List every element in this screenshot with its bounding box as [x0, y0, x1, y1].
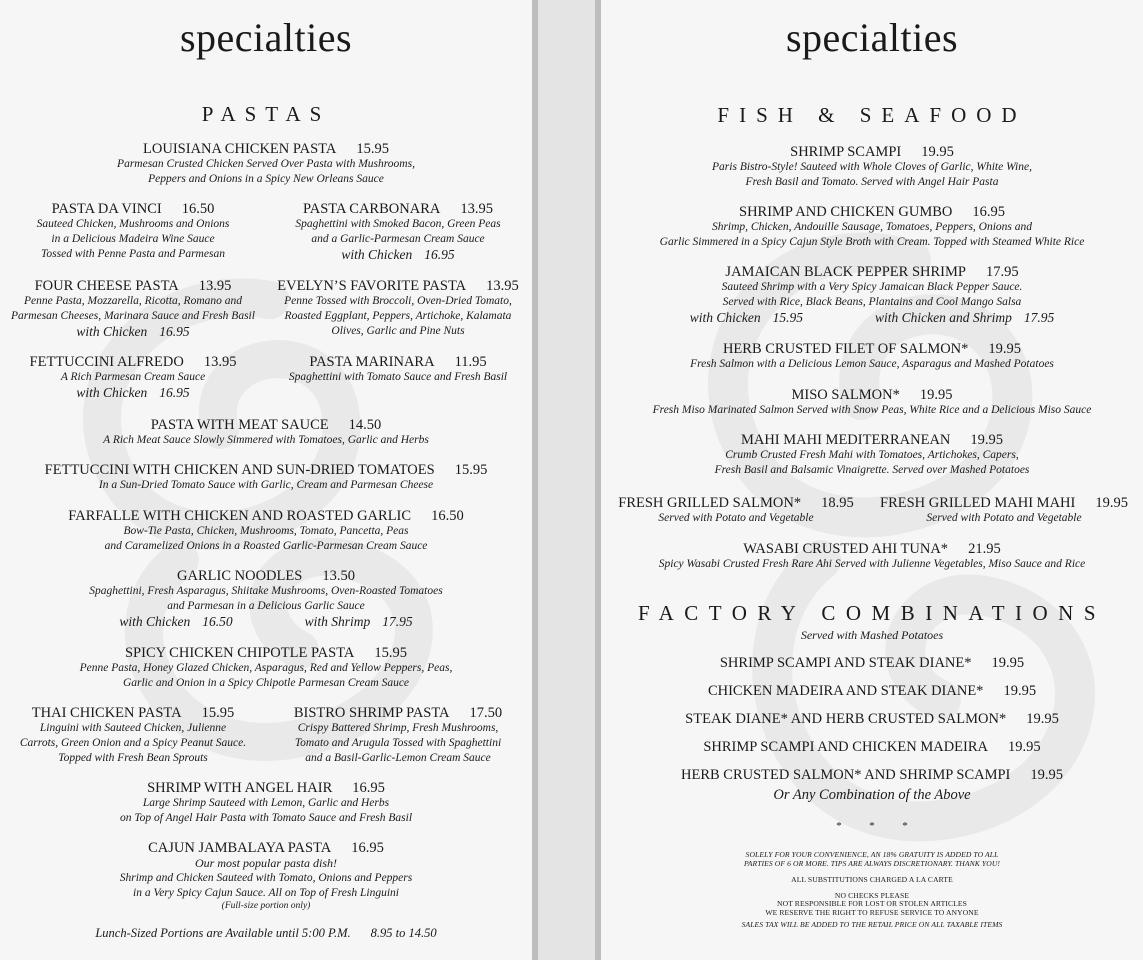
menu-item — [869, 495, 1139, 526]
item-price: 19.95 — [1095, 495, 1128, 511]
item-description: Large Shrimp Sauteed with Lemon, Garlic and Herbs — [142, 797, 390, 809]
item-name: FETTUCCINI ALFREDO — [29, 354, 184, 370]
item-price: 14.50 — [348, 417, 382, 433]
combo-price: 19.95 — [1030, 767, 1064, 783]
item-name: HERB CRUSTED FILET OF SALMON* — [722, 341, 969, 357]
item-description: Garlic Simmered in a Spicy Cajun Style Broth with Cream. Topped with Steamed White Rice — [659, 236, 1085, 248]
item-price: 16.50 — [431, 508, 464, 524]
item-description: Penne Tossed with Broccoli, Oven-Dried Tomato, — [284, 295, 512, 307]
item-description: and Parmesan in a Delicious Garlic Sauce — [167, 600, 365, 612]
item-price: 16.50 — [181, 201, 215, 217]
item-price: 18.95 — [821, 495, 854, 511]
notice-line: NO CHECKS PLEASE — [834, 891, 910, 900]
item-price: 19.95 — [919, 387, 953, 403]
notice-line: ALL SUBSTITUTIONS CHARGED A LA CARTE — [791, 875, 953, 884]
menu-item — [601, 264, 1143, 325]
section-heading-fish-seafood: FISH & SEAFOOD — [717, 103, 1027, 127]
item-description: Fresh Basil and Balsamic Vinaigrette. Served over Mashed Potatoes — [714, 464, 1030, 476]
item-price: 19.95 — [988, 341, 1022, 357]
menu-item — [0, 840, 532, 911]
item-name: SPICY CHICKEN CHIPOTLE PASTA — [124, 645, 355, 661]
item-description: and Caramelized Onions in a Roasted Garlic-Parmesan Cream Sauce — [104, 540, 428, 552]
item-name: PASTA DA VINCI — [51, 201, 162, 217]
menu-item — [268, 705, 528, 766]
item-description: Sauteed Chicken, Mushrooms and Onions — [36, 218, 230, 230]
option-price: 17.95 — [1023, 310, 1055, 325]
item-description: Fresh Salmon with a Delicious Lemon Sauce, Asparagus and Mashed Potatoes — [690, 358, 1054, 370]
menu-item — [0, 141, 532, 187]
option-label: with Chicken and Shrimp — [875, 310, 1012, 325]
menu-item — [0, 645, 532, 691]
item-name: WASABI CRUSTED AHI TUNA* — [743, 541, 949, 557]
menu-item — [2, 201, 264, 262]
notice-line: SOLELY FOR YOUR CONVENIENCE, AN 18% GRATUITY IS ADDED TO ALL — [745, 850, 999, 859]
combo-price: 19.95 — [1003, 683, 1037, 699]
item-description: Sauteed Shrimp with a Very Spicy Jamaican Black Pepper Sauce. — [721, 281, 1023, 293]
item-name: LOUISIANA CHICKEN PASTA — [143, 141, 337, 157]
item-price: 19.95 — [921, 144, 954, 160]
item-price: 13.95 — [198, 278, 232, 294]
item-description: Served with Potato and Vegetable — [926, 512, 1082, 524]
item-description: Parmesan Crusted Chicken Served Over Pasta with Mushrooms, — [117, 158, 415, 170]
item-description: Tomato and Arugula Tossed with Spaghettini — [294, 737, 502, 749]
menu-item — [601, 144, 1143, 190]
combo-subtitle-text: Served with Mashed Potatoes — [800, 628, 944, 642]
item-name: SHRIMP WITH ANGEL HAIR — [147, 780, 333, 796]
menu-page-left — [0, 0, 532, 960]
section-heading-factory-combinations: FACTORY COMBINATIONS — [637, 601, 1107, 625]
combo-price: 19.95 — [1008, 739, 1041, 755]
option-price: 17.95 — [382, 614, 413, 629]
item-name: FETTUCCINI WITH CHICKEN AND SUN-DRIED TOMATOES — [44, 462, 435, 478]
item-price: 13.95 — [203, 354, 237, 370]
option-label: with Chicken — [76, 385, 148, 400]
item-description: in a Very Spicy Cajun Sauce. All on Top of Fresh Linguini — [133, 887, 399, 899]
item-price: 13.95 — [460, 201, 493, 217]
option-price: 16.50 — [202, 614, 233, 629]
item-price: 16.95 — [972, 204, 1005, 220]
combo-item — [601, 739, 1143, 756]
combo-item — [601, 767, 1143, 784]
item-description: Penne Pasta, Mozzarella, Ricotta, Romano and — [23, 295, 243, 307]
item-name: FRESH GRILLED SALMON* — [618, 495, 802, 511]
item-name: FRESH GRILLED MAHI MAHI — [880, 495, 1076, 511]
menu-item — [0, 417, 532, 448]
combo-item — [601, 655, 1143, 672]
option-price: 16.95 — [159, 385, 190, 400]
item-price: 11.95 — [454, 354, 487, 370]
menu-item — [601, 541, 1143, 572]
menu-item — [2, 278, 264, 339]
item-name: BISTRO SHRIMP PASTA — [293, 705, 450, 721]
option-price: 16.95 — [424, 247, 455, 262]
combo-price: 19.95 — [1026, 711, 1059, 727]
lunch-note — [0, 926, 532, 941]
item-price: 16.95 — [351, 840, 384, 856]
item-description: Olives, Garlic and Pine Nuts — [331, 325, 465, 337]
item-option — [0, 614, 532, 629]
item-price: 17.50 — [469, 705, 503, 721]
item-description: Spaghettini with Tomato Sauce and Fresh Basil — [288, 371, 508, 383]
item-description: A Rich Meat Sauce Slowly Simmered with Tomatoes, Garlic and Herbs — [103, 434, 429, 446]
item-name: GARLIC NOODLES — [177, 568, 303, 584]
item-name: SHRIMP AND CHICKEN GUMBO — [739, 204, 953, 220]
item-description: Penne Pasta, Honey Glazed Chicken, Asparagus, Red and Yellow Peppers, Peas, — [79, 662, 453, 674]
combo-name: HERB CRUSTED SALMON* AND SHRIMP SCAMPI — [680, 767, 1011, 783]
lunch-price: 8.95 to 14.50 — [370, 926, 437, 940]
item-description: Spicy Wasabi Crusted Fresh Rare Ahi Served with Julienne Vegetables, Miso Sauce and Rice — [658, 558, 1086, 570]
notice-line: WE RESERVE THE RIGHT TO REFUSE SERVICE TO ANYONE — [765, 908, 979, 917]
item-price: 15.95 — [201, 705, 235, 721]
option-label: with Chicken — [76, 324, 148, 339]
item-price: 15.95 — [454, 462, 488, 478]
menu-item — [0, 508, 532, 554]
item-description: Topped with Fresh Bean Sprouts — [58, 752, 208, 764]
star-divider: * * * — [836, 820, 908, 832]
item-description: Fresh Basil and Tomato. Served with Angel Hair Pasta — [745, 176, 999, 188]
lunch-note-text: Lunch-Sized Portions are Available until 5:00 P.M. — [95, 926, 351, 940]
combo-footer — [601, 788, 1143, 803]
item-name: PASTA WITH MEAT SAUCE — [150, 417, 329, 433]
item-description: Garlic and Onion in a Spicy Chipotle Parmesan Cream Sauce — [122, 677, 410, 689]
item-description: Roasted Eggplant, Peppers, Artichoke, Kalamata — [284, 310, 512, 322]
menu-item — [268, 278, 528, 339]
item-description: Peppers and Onions in a Spicy New Orleans Sauce — [148, 173, 384, 185]
item-name: MAHI MAHI MEDITERRANEAN — [740, 432, 951, 448]
item-description: on Top of Angel Hair Pasta with Tomato Sauce and Fresh Basil — [119, 812, 413, 824]
combo-footer-text: Or Any Combination of the Above — [773, 787, 971, 803]
item-name: JAMAICAN BLACK PEPPER SHRIMP — [725, 264, 966, 280]
item-price: 21.95 — [968, 541, 1001, 557]
item-description: in a Delicious Madeira Wine Sauce — [51, 233, 215, 245]
option-label: with Shrimp — [304, 614, 371, 629]
item-description: Fresh Miso Marinated Salmon Served with Snow Peas, White Rice and a Delicious Miso Sauce — [652, 404, 1092, 416]
combo-name: SHRIMP SCAMPI AND CHICKEN MADEIRA — [703, 739, 989, 755]
item-description: and a Garlic-Parmesan Cream Sauce — [311, 233, 485, 245]
item-description: and a Basil-Garlic-Lemon Cream Sauce — [305, 752, 491, 764]
item-description: Bow-Tie Pasta, Chicken, Mushrooms, Tomato, Pancetta, Peas — [123, 525, 409, 537]
item-description: Spaghettini with Smoked Bacon, Green Peas — [295, 218, 501, 230]
page-edge — [532, 0, 538, 960]
item-description: Paris Bistro-Style! Sauteed with Whole Cloves of Garlic, White Wine, — [712, 161, 1032, 173]
menu-item — [268, 354, 528, 385]
item-price: 13.95 — [486, 278, 519, 294]
menu-item — [601, 432, 1143, 478]
item-description: Served with Potato and Vegetable — [658, 512, 814, 524]
menu-item — [601, 387, 1143, 418]
combo-item — [601, 711, 1143, 728]
item-price: 19.95 — [970, 432, 1004, 448]
menu-item — [0, 462, 532, 493]
item-description: Carrots, Green Onion and a Spicy Peanut Sauce. — [19, 737, 247, 749]
page-title: specialties — [179, 15, 353, 60]
menu-item — [2, 705, 264, 766]
item-description: Our most popular pasta dish! — [194, 856, 337, 870]
item-price: 15.95 — [356, 141, 389, 157]
menu-page-right — [601, 0, 1143, 960]
option-label: with Chicken — [689, 310, 761, 325]
option-label: with Chicken — [341, 247, 413, 262]
menu-item — [2, 354, 264, 400]
item-description: Shrimp, Chicken, Andouille Sausage, Tomatoes, Peppers, Onions and — [711, 221, 1033, 233]
item-description: Parmesan Cheeses, Marinara Sauce and Fresh Basil — [11, 310, 255, 322]
item-name: PASTA CARBONARA — [303, 201, 441, 217]
page-title: specialties — [785, 15, 959, 60]
menu-item — [0, 780, 532, 826]
item-name: FARFALLE WITH CHICKEN AND ROASTED GARLIC — [68, 508, 412, 524]
item-price: 13.50 — [322, 568, 355, 584]
item-price: 17.95 — [985, 264, 1019, 280]
menu-item — [601, 341, 1143, 372]
item-description: Tossed with Penne Pasta and Parmesan — [41, 248, 225, 260]
item-price: 15.95 — [374, 645, 408, 661]
notice-line: SALES TAX WILL BE ADDED TO THE RETAIL PRICE ON ALL TAXABLE ITEMS — [741, 920, 1003, 929]
item-option — [2, 324, 264, 339]
item-option — [268, 247, 528, 262]
item-description: Spaghettini, Fresh Asparagus, Shiitake Mushrooms, Oven-Roasted Tomatoes — [89, 585, 443, 597]
option-label: with Chicken — [119, 614, 191, 629]
item-name: FOUR CHEESE PASTA — [34, 278, 179, 294]
item-name: PASTA MARINARA — [309, 354, 435, 370]
combo-name: SHRIMP SCAMPI AND STEAK DIANE* — [719, 655, 972, 671]
item-name: THAI CHICKEN PASTA — [31, 705, 182, 721]
combo-price: 19.95 — [991, 655, 1025, 671]
menu-item — [611, 495, 861, 526]
menu-item — [0, 568, 532, 629]
item-description: Crispy Battered Shrimp, Fresh Mushrooms, — [297, 722, 499, 734]
combo-name: CHICKEN MADEIRA AND STEAK DIANE* — [707, 683, 984, 699]
book-gutter — [532, 0, 601, 960]
menu-item — [268, 201, 528, 262]
item-name: EVELYN’S FAVORITE PASTA — [277, 278, 467, 294]
option-price: 15.95 — [772, 310, 803, 325]
item-option — [601, 310, 1143, 325]
combo-subtitle — [601, 628, 1143, 643]
item-name: SHRIMP SCAMPI — [790, 144, 902, 160]
combo-item — [601, 683, 1143, 700]
item-description: Served with Rice, Black Beans, Plantains and Cool Mango Salsa — [722, 296, 1022, 308]
item-description: Linguini with Sauteed Chicken, Julienne — [39, 722, 227, 734]
item-description: In a Sun-Dried Tomato Sauce with Garlic, Cream and Parmesan Cheese — [98, 479, 434, 491]
item-note: (Full-size portion only) — [221, 901, 311, 911]
item-price: 16.95 — [352, 780, 385, 796]
item-option — [2, 385, 264, 400]
item-description: A Rich Parmesan Cream Sauce — [60, 371, 206, 383]
option-price: 16.95 — [159, 324, 190, 339]
item-name: CAJUN JAMBALAYA PASTA — [148, 840, 332, 856]
notice-line: PARTIES OF 6 OR MORE. TIPS ARE ALWAYS DISCRETIONARY. THANK YOU! — [743, 859, 1001, 868]
combo-name: STEAK DIANE* AND HERB CRUSTED SALMON* — [685, 711, 1007, 727]
menu-item — [601, 204, 1143, 250]
item-description: Crumb Crusted Fresh Mahi with Tomatoes, Artichokes, Capers, — [725, 449, 1019, 461]
item-name: MISO SALMON* — [791, 387, 900, 403]
section-heading-pastas: PASTAS — [201, 102, 331, 126]
notice-line: NOT RESPONSIBLE FOR LOST OR STOLEN ARTICLES — [777, 899, 967, 908]
item-description: Shrimp and Chicken Sauteed with Tomato, Onions and Peppers — [119, 872, 413, 884]
